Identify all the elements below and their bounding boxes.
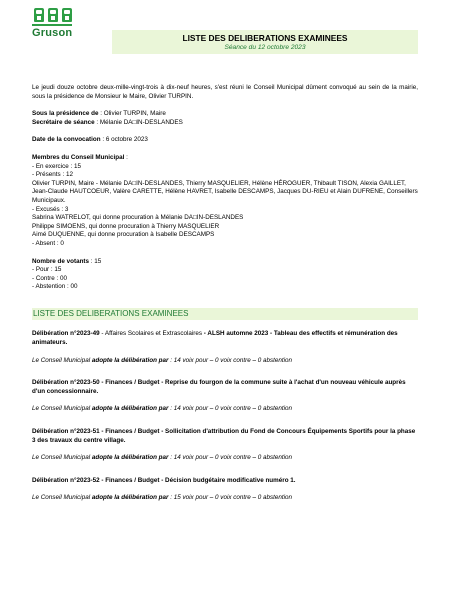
excuse-line: Aimé DUQUENNE, qui donne procuration à Isabelle DESCAMPS	[32, 231, 215, 239]
secretaire-line	[32, 119, 418, 128]
votants-contre: - Contre : 00	[32, 274, 67, 282]
logo	[32, 8, 76, 56]
membres-presents: - Présents : 12	[32, 171, 73, 179]
deliberation-title: Délibération n°2023-50 - Finances / Budget - Reprise du fourgon de la commune suite à l'achat d'un nouveau véhicule auprès d'un concessionnaire.	[32, 379, 406, 395]
session-date: Séance du 12 octobre 2023	[224, 44, 306, 51]
deliberation-separator: -	[99, 330, 105, 338]
membres-label: Membres du Conseil Municipal	[32, 153, 125, 161]
deliberation-result	[32, 357, 418, 366]
result-bold: adopte la délibération par	[91, 494, 169, 502]
presidence-label: Sous la présidence de	[32, 110, 99, 118]
votants-label: Nombre de votants	[32, 257, 90, 265]
deliberation-title	[32, 330, 418, 347]
membres-presents-list: Olivier TURPIN, Maire - Mélanie DA□IN-DESLANDES, Thierry MASQUELIER, Hélène HÉROGUER, Thibault TISON, Alexia GAILLET, Jean-Claude HAUTCOEUR, Valère CARETTE, Hélène HAVRET, Isabelle DESCAMPS, Jacques DU-RIEU et Alain DUFRENE, Conseillers Municipaux.	[32, 179, 418, 204]
logo-figure-icon	[34, 8, 44, 22]
section-heading: LISTE DES DELIBERATIONS EXAMINEES	[32, 308, 418, 321]
secretaire-value: : Mélanie DA□IN-DESLANDES	[94, 118, 183, 126]
deliberation-number: Délibération n°2023-49	[32, 330, 100, 338]
result-lead: Le Conseil Municipal	[32, 454, 92, 462]
membres-absent: - Absent : 0	[32, 239, 64, 247]
presidence-line	[32, 110, 418, 119]
votants-heading	[32, 258, 418, 267]
convocation-line	[32, 136, 418, 145]
votants-pour: - Pour : 15	[32, 266, 62, 274]
logo-emblem	[34, 8, 76, 22]
intro-paragraph: Le jeudi douze octobre deux-mille-vingt-trois à dix-neuf heures, s'est réuni le Conseil Municipal dûment convoqué au sein de la mairie, sous la présidence de Monsieur le Maire, Olivier TURPIN.	[32, 84, 418, 100]
membres-exercice: - En exercice : 15	[32, 162, 81, 170]
votants-value: : 15	[89, 257, 102, 265]
document-body	[32, 84, 418, 517]
membres-excuses: - Excusés : 3	[32, 205, 69, 213]
result-bold: adopte la délibération par	[91, 454, 169, 462]
deliberation-result	[32, 405, 418, 414]
result-bold: adopte la délibération par	[91, 356, 169, 364]
logo-text: Gruson	[32, 27, 73, 39]
deliberation-subject: - ALSH automne 2023 - Tableau des effectifs et rémunération des animateurs.	[32, 330, 398, 347]
result-votes: : 14 voix pour – 0 voix contre – 0 abstention	[168, 454, 293, 462]
membres-heading	[32, 154, 418, 163]
excuse-line: Philippe SIMOENS, qui donne procuration à Thierry MASQUELIER	[32, 222, 220, 230]
deliberation-category: Affaires Scolaires et Extrascolaires	[104, 330, 203, 338]
excuse-line: Sabrina WATRELOT, qui donne procuration à Mélanie DA□IN-DESLANDES	[32, 214, 244, 222]
convocation-label: Date de la convocation	[32, 136, 101, 144]
deliberation-result	[32, 494, 418, 503]
votants-abstention: - Abstention : 00	[32, 283, 78, 291]
convocation-value: : 6 octobre 2023	[100, 136, 148, 144]
result-votes: : 14 voix pour – 0 voix contre – 0 abstention	[168, 405, 293, 413]
logo-divider	[32, 24, 72, 26]
secretaire-label: Secrétaire de séance	[32, 118, 95, 126]
logo-figure-icon	[48, 8, 58, 22]
result-lead: Le Conseil Municipal	[32, 405, 92, 413]
document-title: LISTE DES DELIBERATIONS EXAMINEES	[182, 33, 348, 43]
result-votes: : 15 voix pour – 0 voix contre – 0 abstention	[168, 494, 293, 502]
deliberation-title: Délibération n°2023-52 - Finances / Budget - Décision budgétaire modificative numéro 1.	[32, 476, 296, 484]
deliberation-result	[32, 454, 418, 463]
result-lead: Le Conseil Municipal	[32, 356, 92, 364]
result-votes: : 14 voix pour – 0 voix contre – 0 abstention	[168, 356, 293, 364]
membres-suffix: :	[124, 153, 128, 161]
deliberation-title: Délibération n°2023-51 - Finances / Budget - Sollicitation d'attribution du Fond de Concours Équipements Sportifs pour la phase 3 des travaux du centre village.	[32, 428, 416, 444]
header-band	[112, 30, 418, 54]
logo-figure-icon	[62, 8, 72, 22]
presidence-value: : Olivier TURPIN, Maire	[98, 110, 166, 118]
result-lead: Le Conseil Municipal	[32, 494, 92, 502]
result-bold: adopte la délibération par	[91, 405, 169, 413]
